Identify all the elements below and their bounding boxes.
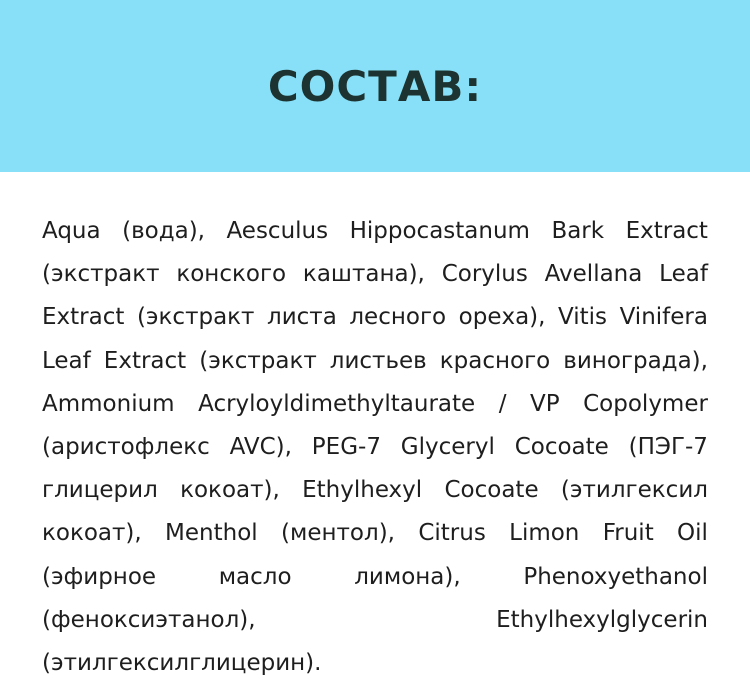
word: PEG-7 [311,434,381,461]
word: Ethylhexyl [302,477,423,504]
text-line [42,469,708,512]
word: Corylus [441,261,528,288]
word: (этилгексилглицерин). [42,650,322,677]
text-line [42,340,708,383]
text-line [42,426,708,469]
header-banner [0,0,750,172]
word: Phenoxyethanol [523,563,708,590]
page-title: СОСТАВ: [267,61,483,111]
word: (эфирное [42,563,157,590]
text-line [42,253,708,296]
text-line [42,556,708,599]
word: кокоат), [180,477,280,504]
word: Extract [103,347,187,374]
word: Vitis [558,304,608,331]
word: винограда), [563,347,708,374]
word: Acryloyldimethyltaurate [198,390,476,417]
word: масло [218,563,292,590]
ingredients-text [42,210,708,685]
text-line [42,296,708,339]
word: Aesculus [226,218,329,244]
word: AVC), [229,434,292,461]
word: (экстракт [199,347,317,374]
word: (феноксиэтанол), [42,606,256,633]
text-line [42,642,708,685]
word: конского [176,261,287,288]
word: (вода), [122,218,205,244]
text-line [42,599,708,642]
word: Copolymer [583,390,708,417]
word: Citrus [418,520,486,547]
word: Ammonium [42,390,175,417]
word: лимона), [354,563,461,590]
word: Menthol [165,520,258,547]
word: Limon [509,520,580,547]
word: Extract [42,304,125,331]
word: Hippocastanum [349,218,530,244]
text-line [42,383,708,426]
word: каштана), [302,261,425,288]
word: (экстракт [136,304,255,331]
word: Extract [625,218,708,244]
word: Glyceryl [400,434,495,461]
word: (ментол), [281,520,395,547]
word: Leaf [659,261,708,288]
word: ореха), [458,304,546,331]
word: / [498,390,507,417]
word: листа [267,304,337,331]
word: кокоат), [42,520,142,547]
word: глицерил [42,477,158,504]
text-line [42,210,708,253]
word: (экстракт [42,261,160,288]
word: VP [529,390,560,417]
word: листьев [329,347,427,374]
text-line [42,512,708,555]
word: (аристофлекс [42,434,210,461]
word: лесного [349,304,447,331]
word: Leaf [42,347,91,374]
word: Cocoate [514,434,609,461]
word: Vinifera [619,304,708,331]
word: Fruit [602,520,654,547]
word: Aqua [42,218,101,244]
word: красного [439,347,551,374]
word: Avellana [544,261,643,288]
word: Ethylhexylglycerin [496,606,708,633]
word: Bark [551,218,605,244]
word: (ПЭГ-7 [628,434,708,461]
word: (этилгексил [560,477,708,504]
word: Cocoate [444,477,539,504]
word: Oil [677,520,708,547]
